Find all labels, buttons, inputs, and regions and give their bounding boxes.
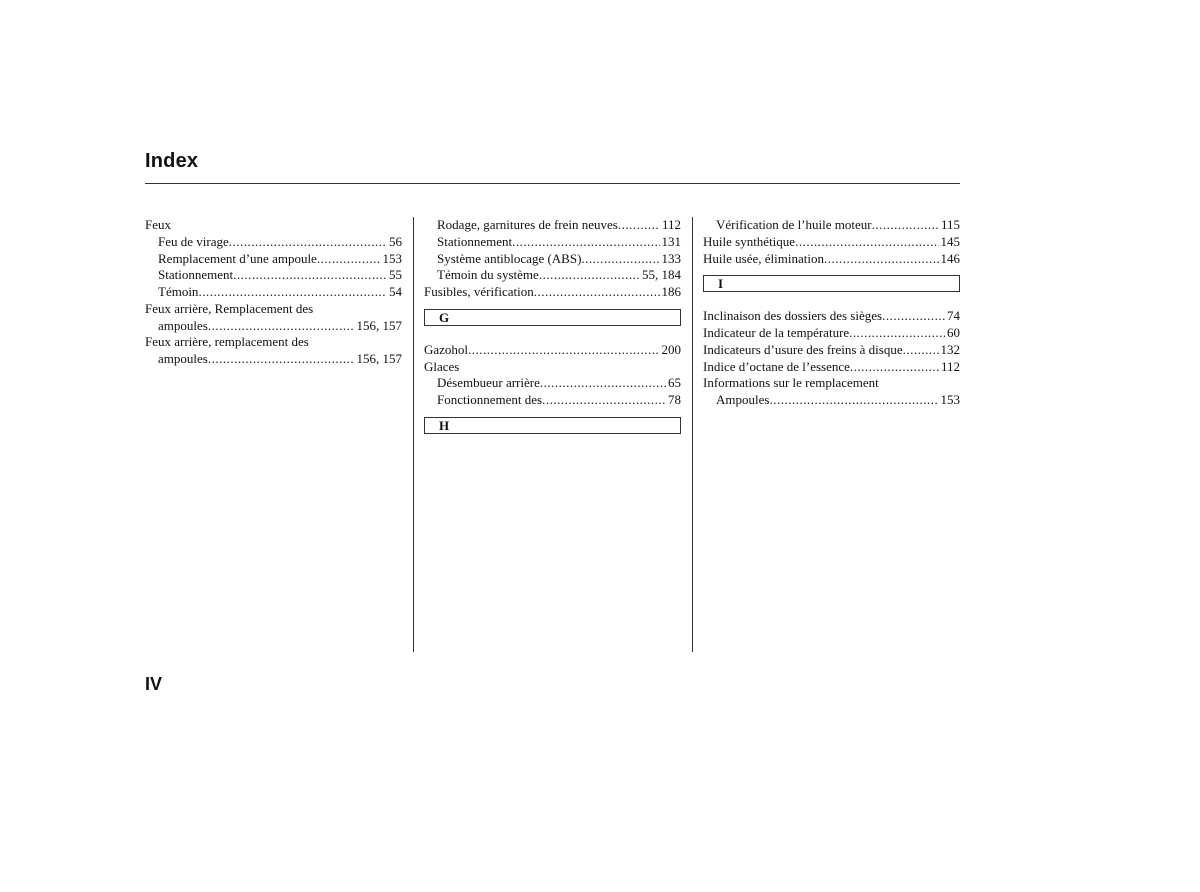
dot-leader (208, 351, 355, 368)
index-entry-page: 74 (947, 308, 960, 324)
column-divider (692, 217, 693, 652)
index-entry-text: Ampoules (716, 392, 770, 407)
index-letter-heading: G (424, 309, 681, 326)
index-column-1 (145, 217, 402, 368)
index-entry-page: 112 (940, 358, 960, 374)
index-entry (703, 217, 960, 234)
index-entry (703, 234, 960, 251)
header-rule (145, 183, 960, 184)
index-entry (703, 359, 960, 376)
page-number: IV (145, 674, 163, 694)
index-entry-page: 156, 157 (356, 351, 402, 366)
index-entry (424, 251, 681, 268)
dot-leader (581, 251, 659, 268)
index-entry-text: Feux (145, 217, 171, 232)
index-entry (703, 251, 960, 268)
index-entry-text: Feux arrière, Remplacement des (145, 300, 314, 316)
index-entry-page: 133 (661, 250, 681, 266)
index-entry-page: 146 (940, 250, 960, 266)
index-entry (424, 267, 681, 284)
index-entry-text: Gazohol (424, 341, 469, 357)
index-entry-page: 54 (389, 284, 402, 299)
index-entry-page: 78 (668, 392, 681, 407)
index-entry (424, 217, 681, 234)
index-entry-page: 131 (661, 233, 681, 249)
index-entry-text: Inclinaison des dossiers des sièges (703, 308, 883, 324)
index-entry (424, 342, 681, 359)
index-entry-text: Glaces (424, 358, 460, 374)
index-entry-text: Informations sur le remplacement (703, 375, 879, 391)
index-entry-text: Indicateurs d’usure des freins à disque (703, 341, 903, 357)
index-entry-text: Fonctionnement des (437, 392, 543, 407)
dot-leader (542, 392, 666, 409)
index-entry (145, 301, 402, 318)
index-entry (424, 392, 681, 409)
index-entry-text: Témoin (158, 284, 199, 299)
index-entry-text: Rodage, garnitures de frein neuves (437, 217, 618, 232)
index-column-2 (424, 217, 681, 450)
index-entry-page: 153 (382, 250, 402, 266)
index-entry (424, 284, 681, 301)
index-entry-page: 132 (940, 341, 960, 357)
index-entry-page: 115 (940, 217, 960, 232)
index-entry-page: 65 (668, 375, 681, 391)
index-entry-text: Système antiblocage (ABS) (437, 250, 582, 266)
index-entry-page: 153 (940, 392, 960, 407)
column-divider (413, 217, 414, 652)
dot-leader (540, 375, 666, 392)
index-entry (145, 334, 402, 351)
index-entry-page: 186 (661, 284, 681, 299)
index-entry-text: Témoin du système (437, 267, 539, 283)
index-entry-text: Désembueur arrière (437, 375, 540, 391)
dot-leader (795, 234, 938, 251)
dot-leader (229, 234, 387, 251)
index-column-3 (703, 217, 960, 409)
index-entry-text: Stationnement (437, 233, 513, 249)
index-letter-heading: I (703, 275, 960, 292)
index-entry-text: Vérification de l’huile moteur (716, 217, 872, 232)
dot-leader (872, 217, 939, 234)
index-entry (703, 342, 960, 359)
index-entry-text: Remplacement d’une ampoule (158, 250, 317, 266)
index-entry-page: 56 (389, 233, 402, 249)
index-entry-text: Indicateur de la température (703, 325, 850, 340)
index-entry (424, 359, 681, 376)
index-entry-page: 112 (661, 217, 681, 232)
dot-leader (468, 342, 659, 359)
index-entry (424, 234, 681, 251)
index-entry (703, 308, 960, 325)
dot-leader (618, 217, 660, 234)
dot-leader (903, 342, 939, 359)
dot-leader (208, 318, 355, 335)
index-entry (145, 251, 402, 268)
index-entry-text: ampoules (158, 351, 208, 366)
index-entry-page: 145 (940, 233, 960, 249)
index-entry-page: 200 (661, 341, 681, 357)
index-entry-text: Huile usée, élimination (703, 250, 824, 266)
index-entry (703, 325, 960, 342)
index-entry (145, 267, 402, 284)
index-letter-heading: H (424, 417, 681, 434)
index-entry (145, 318, 402, 335)
dot-leader (824, 251, 939, 268)
dot-leader (534, 284, 660, 301)
index-entry-page: 156, 157 (356, 317, 402, 333)
dot-leader (512, 234, 659, 251)
index-entry-page: 55 (389, 267, 402, 283)
index-entry (145, 351, 402, 368)
index-entry (703, 392, 960, 409)
index-entry-page: 60 (947, 325, 960, 340)
dot-leader (769, 392, 938, 409)
index-entry-text: Stationnement (158, 267, 234, 283)
index-entry (145, 217, 402, 234)
dot-leader (317, 251, 381, 268)
dot-leader (850, 359, 939, 376)
dot-leader (539, 267, 640, 284)
index-entry-text: Indice d’octane de l’essence (703, 358, 850, 374)
index-entry-text: ampoules (158, 317, 208, 333)
dot-leader (198, 284, 387, 301)
index-entry (145, 234, 402, 251)
page-title: Index (145, 150, 199, 172)
dot-leader (882, 308, 945, 325)
dot-leader (233, 267, 387, 284)
index-entry-text: Fusibles, vérification (424, 284, 534, 299)
index-entry-page: 55, 184 (642, 267, 681, 283)
index-entry (703, 375, 960, 392)
index-entry-text: Feu de virage (158, 233, 229, 249)
index-entry-text: Feux arrière, remplacement des (145, 334, 309, 350)
index-entry (424, 375, 681, 392)
index-entry-text: Huile synthétique (703, 233, 796, 249)
index-entry (145, 284, 402, 301)
dot-leader (849, 325, 945, 342)
